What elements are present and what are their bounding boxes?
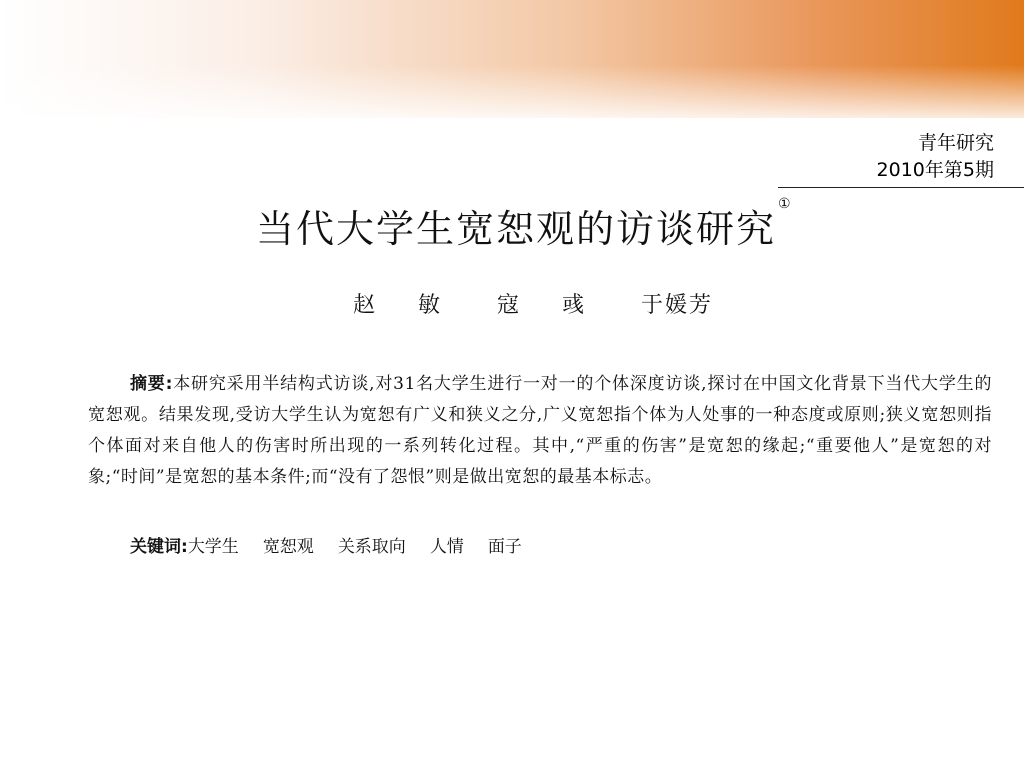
journal-name: 青年研究	[917, 132, 994, 154]
keywords	[130, 532, 546, 557]
keyword: 宽恕观	[262, 537, 314, 557]
keywords-label: 关键词:	[130, 537, 188, 557]
abstract-text: 本研究采用半结构式访谈,对31名大学生进行一对一的个体深度访谈,探讨在中国文化背景下当代大学生的宽恕观。结果发现,受访大学生认为宽恕有广义和狭义之分,广义宽恕指个体为人处事的一种态度或原则;狭义宽恕则指个体面对来自他人的伤害时所出现的一系列转化过程。其中,“严重的伤害”是宽恕的缘起;“重要他人”是宽恕的对象;“时间”是宽恕的基本条件;而“没有了怨恨”则是做出宽恕的最基本标志。	[88, 374, 992, 487]
source-divider	[778, 187, 1024, 188]
footnote-mark: ①	[778, 196, 793, 212]
paper-title	[256, 198, 793, 253]
journal-source	[877, 130, 994, 184]
journal-issue: 2010年第5期	[876, 159, 994, 181]
author-name: 寇 彧	[497, 293, 602, 318]
keyword: 大学生	[187, 537, 239, 557]
author-list	[353, 288, 713, 319]
abstract	[88, 369, 992, 493]
keyword: 关系取向	[337, 537, 406, 557]
keyword: 面子	[487, 537, 522, 557]
author-name: 于媛芳	[641, 293, 714, 318]
paper-title-text: 当代大学生宽恕观的访谈研究	[256, 207, 777, 251]
abstract-label: 摘要:	[130, 374, 173, 394]
keyword: 人情	[429, 537, 464, 557]
author-name: 赵 敏	[353, 293, 458, 318]
header-gradient-band	[0, 0, 1024, 118]
